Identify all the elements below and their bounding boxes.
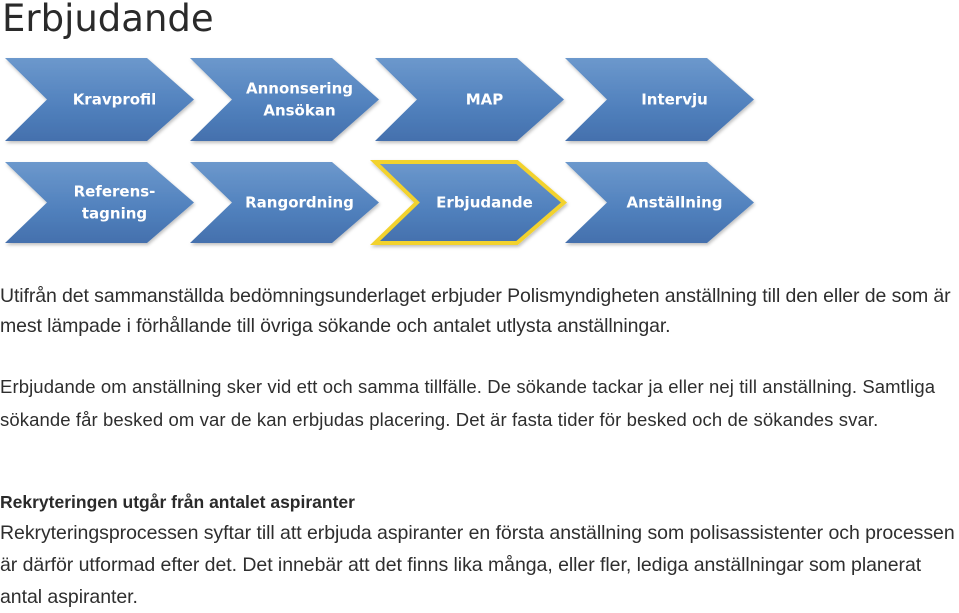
process-step-1-2: [190, 58, 379, 141]
process-step-2-4: [565, 162, 754, 243]
process-step-2-3: [375, 162, 564, 243]
process-step-label: Rangordning: [245, 193, 354, 212]
process-step-label: tagning: [81, 204, 148, 223]
process-step-label: MAP: [465, 90, 504, 109]
process-step-label: Ansökan: [263, 101, 336, 120]
process-step-1-4: [565, 58, 754, 141]
process-step-1-1: [5, 58, 194, 141]
offer-paragraph: Erbjudande om anställning sker vid ett och samma tillfälle. De sökande tackar ja eller nej till anställning. Samtliga sökande får besked om var de kan erbjudas placering. Det är fasta tider för besked och de sökandes svar.: [0, 376, 936, 430]
intro-paragraph: Utifrån det sammanställda bedömningsunderlaget erbjuder Polismyndigheten anställning till den eller de som är mest lämpade i förhållande till övriga sökande och antalet utlysta anställningar.: [0, 285, 951, 337]
process-step-label: Referens-: [73, 182, 156, 201]
recruitment-paragraph: Rekryteringsprocessen syftar till att erbjuda aspiranter en första anställning som polisassistenter och processen är därför utformad efter det. Det innebär att det finns lika många, eller fler, lediga anställningar som planerat antal aspiranter.: [0, 522, 955, 608]
recruitment-heading: Rekryteringen utgår från antalet aspiranter: [0, 492, 355, 512]
process-step-2-1: [5, 162, 194, 243]
chevron-shape: [190, 58, 379, 141]
process-step-label: Anställning: [626, 193, 723, 212]
chevron-shape: [5, 162, 194, 243]
page-title: Erbjudande: [2, 0, 214, 40]
process-step-label: Kravprofil: [72, 90, 157, 109]
process-step-1-3: [375, 58, 564, 141]
process-step-label: Erbjudande: [436, 193, 533, 212]
process-step-2-2: [190, 162, 379, 243]
recruitment-process-diagram: [0, 0, 959, 260]
process-step-label: Annonsering: [245, 79, 354, 98]
process-step-label: Intervju: [641, 90, 708, 109]
